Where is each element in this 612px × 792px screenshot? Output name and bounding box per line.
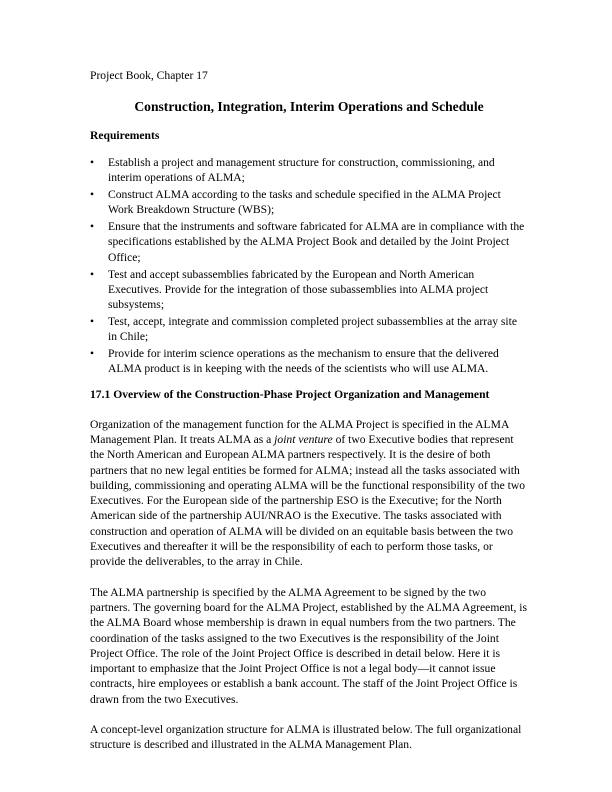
chapter-title: Construction, Integration, Interim Operations and Schedule [134,99,484,114]
list-item-text: Test, accept, integrate and commission completed project subassemblies at the array site in Chile; [108,314,518,344]
list-item-text: Ensure that the instruments and software fabricated for ALMA are in compliance with the specifications established by the ALMA Project Book and detailed by the Joint Project Office; [108,220,525,264]
running-header: Project Book, Chapter 17 [90,69,208,82]
list-item [90,219,528,265]
list-item [90,267,528,313]
bullet-icon: • [90,220,95,234]
list-item-text: Test and accept subassemblies fabricated by the European and North American Executives. Provide for the integration of those subassemblies into ALMA project subsystems; [108,267,489,312]
requirements-list [90,155,528,377]
paragraph-text: Organization of the management function for the ALMA Project is specified in the ALMA Management Plan. It treats ALMA as a [90,417,509,446]
paragraph-organization [90,417,528,570]
page-content [90,68,528,753]
paragraph-partnership: The ALMA partnership is specified by the ALMA Agreement to be signed by the two partners. The governing board for the ALMA Project, established by the ALMA Agreement, is the ALMA Board whose membership is drawn in equal numbers from the two partners. The coordination of the tasks assigned to the two Executives is the responsibility of the Joint Project Office. The role of the Joint Project Office is described in detail below. Here it is important to emphasize that the Joint Project Office is not a legal body—it cannot issue contracts, hire employees or establish a bank account. The staff of the Joint Project Office is drawn from the two Executives. [90,585,528,706]
bullet-icon: • [90,156,95,169]
list-item-text: Construct ALMA according to the tasks and schedule specified in the ALMA Project Work Breakdown Structure (WBS); [108,188,501,217]
italic-term: joint venture [274,432,333,446]
list-item [90,155,528,186]
paragraph-text: of two Executive bodies that represent the North American and European ALMA partners respectively. It is the desire of both partners that no new legal entities be formed for ALMA; instead all the tasks associated with building, commissioning and operating ALMA will be the functional responsibility of the two Executives. For the European side of the partnership ESO is the Executive; for the North American side of the partnership AUI/NRAO is the Executive. The tasks associated with construction and operation of ALMA will be divided on an equitable basis between the two Executives and thereafter it will be the responsibility of each to perform those tasks, or provide the deliverables, to the array in Chile. [90,432,526,569]
list-item [90,346,528,377]
list-item [90,314,528,345]
list-item [90,187,528,218]
paragraph-concept-structure: A concept-level organization structure for ALMA is illustrated below. The full organizational structure is described and illustrated in the ALMA Management Plan. [90,723,522,752]
list-item-text: Provide for interim science operations as the mechanism to ensure that the delivered ALMA product is in keeping with the needs of the scientists who will use ALMA. [108,347,499,376]
bullet-icon: • [90,314,95,328]
bullet-icon: • [90,347,95,361]
bullet-icon: • [90,267,95,281]
requirements-heading: Requirements [90,129,160,142]
section-17-1-heading: 17.1 Overview of the Construction-Phase Project Organization and Management [90,387,490,401]
list-item-text: Establish a project and management structure for construction, commissioning, and interim operations of ALMA; [108,156,495,185]
bullet-icon: • [90,188,95,202]
